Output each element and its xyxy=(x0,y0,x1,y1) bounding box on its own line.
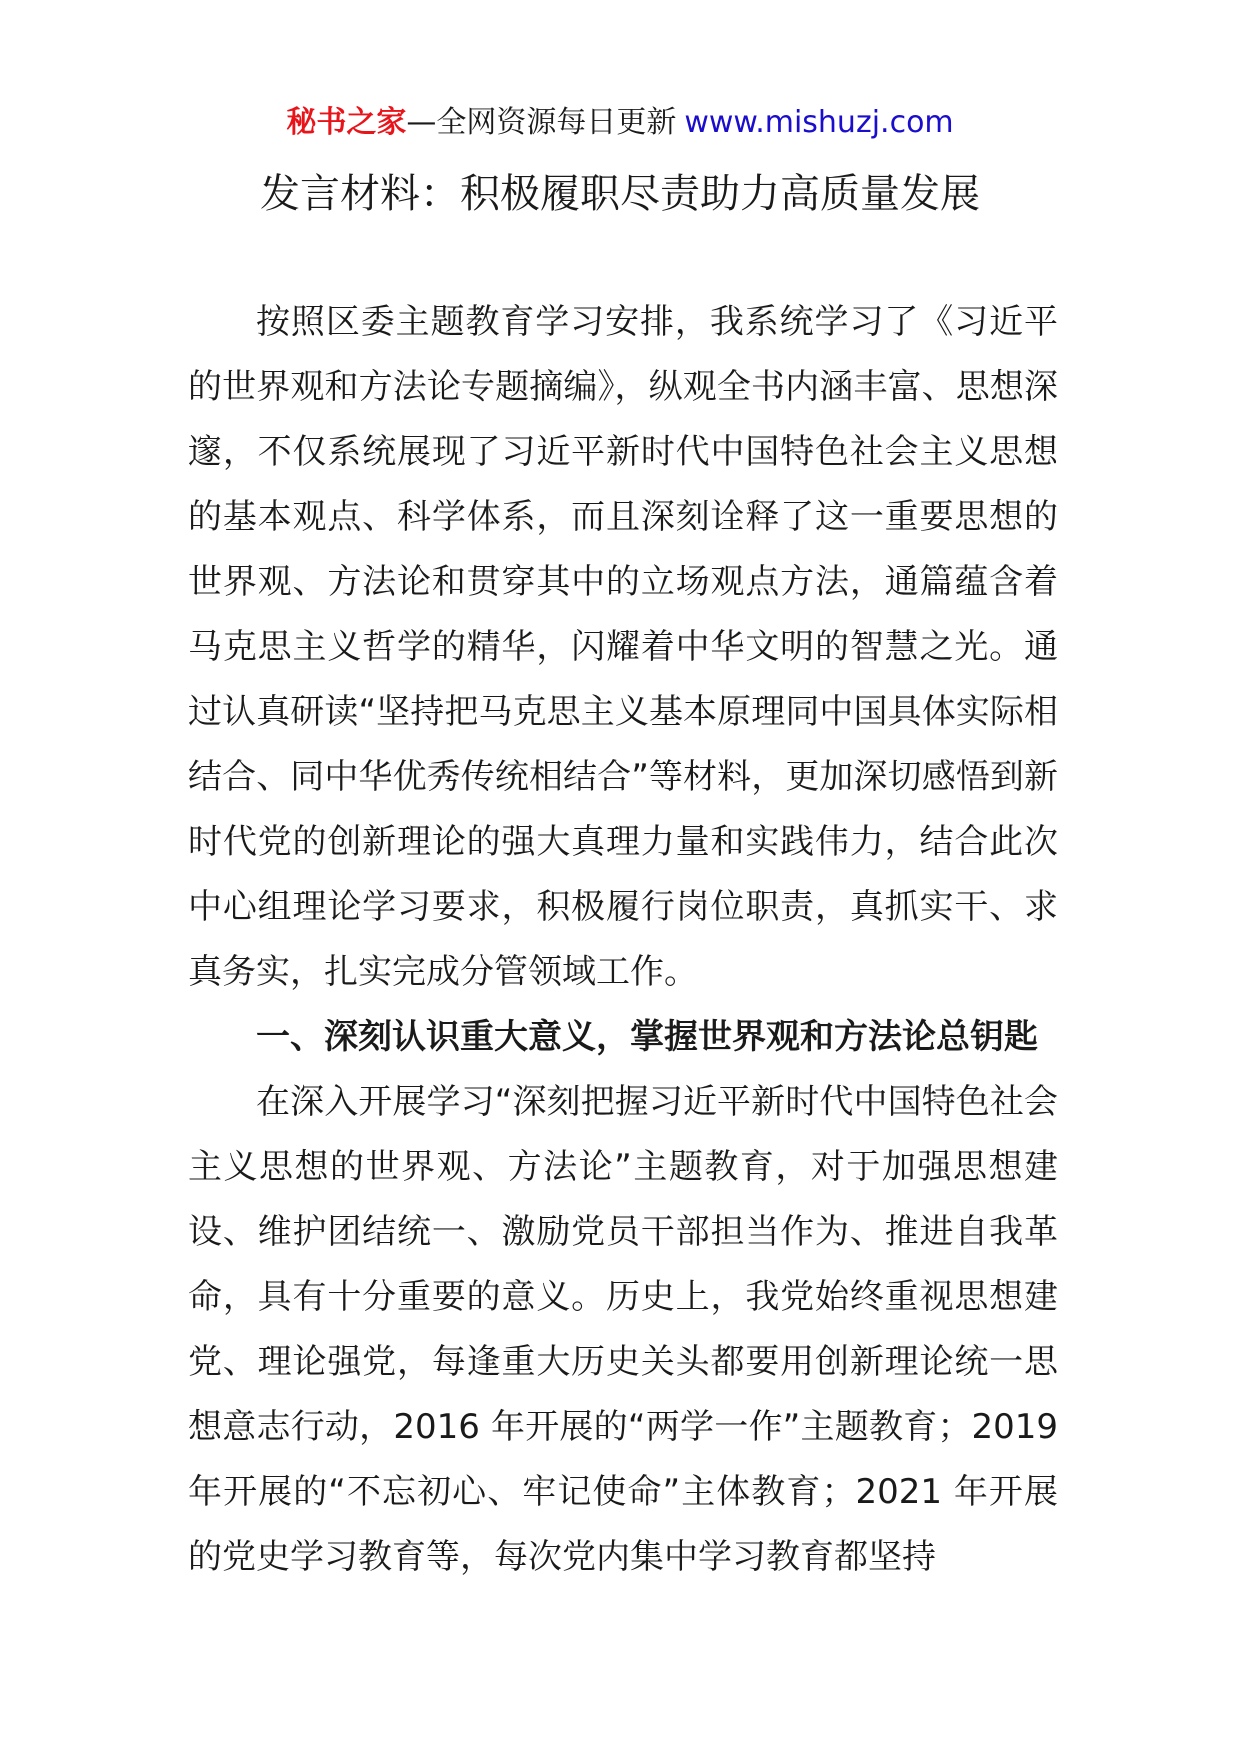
header-tagline: —全网资源每日更新 xyxy=(406,105,677,140)
site-header xyxy=(0,103,1240,143)
brand-name: 秘书之家 xyxy=(286,105,407,140)
section-heading: 一、深刻认识重大意义，掌握世界观和方法论总钥匙 xyxy=(256,1017,1038,1057)
document-body xyxy=(188,290,1058,1590)
document-title: 发言材料：积极履职尽责助力高质量发展 xyxy=(260,171,980,217)
body-paragraph: 按照区委主题教育学习安排，我系统学习了《习近平的世界观和方法论专题摘编》，纵观全书内涵丰富、思想深邃，不仅系统展现了习近平新时代中国特色社会主义思想的基本观点、科学体系，而且深刻诠释了这一重要思想的世界观、方法论和贯穿其中的立场观点方法，通篇蕴含着马克思主义哲学的精华，闪耀着中华文明的智慧之光。通过认真研读“坚持把马克思主义基本原理同中国具体实际相结合、同中华优秀传统相结合”等材料，更加深切感悟到新时代党的创新理论的强大真理力量和实践伟力，结合此次中心组理论学习要求，积极履行岗位职责，真抓实干、求真务实，扎实完成分管领域工作。 xyxy=(188,302,1058,992)
site-url-link[interactable]: www.mishuzj.com xyxy=(684,105,954,140)
body-paragraph: 在深入开展学习“深刻把握习近平新时代中国特色社会主义思想的世界观、方法论”主题教育，对于加强思想建设、维护团结统一、激励党员干部担当作为、推进自我革命，具有十分重要的意义。历史上，我党始终重视思想建党、理论强党，每逢重大历史关头都要用创新理论统一思想意志行动，2016 年开展的“两学一作”主题教育；2019 年开展的“不忘初心、牢记使命”主体教育；2021 年开展的党史学习教育等，每次党内集中学习教育都坚持 xyxy=(188,1082,1058,1577)
